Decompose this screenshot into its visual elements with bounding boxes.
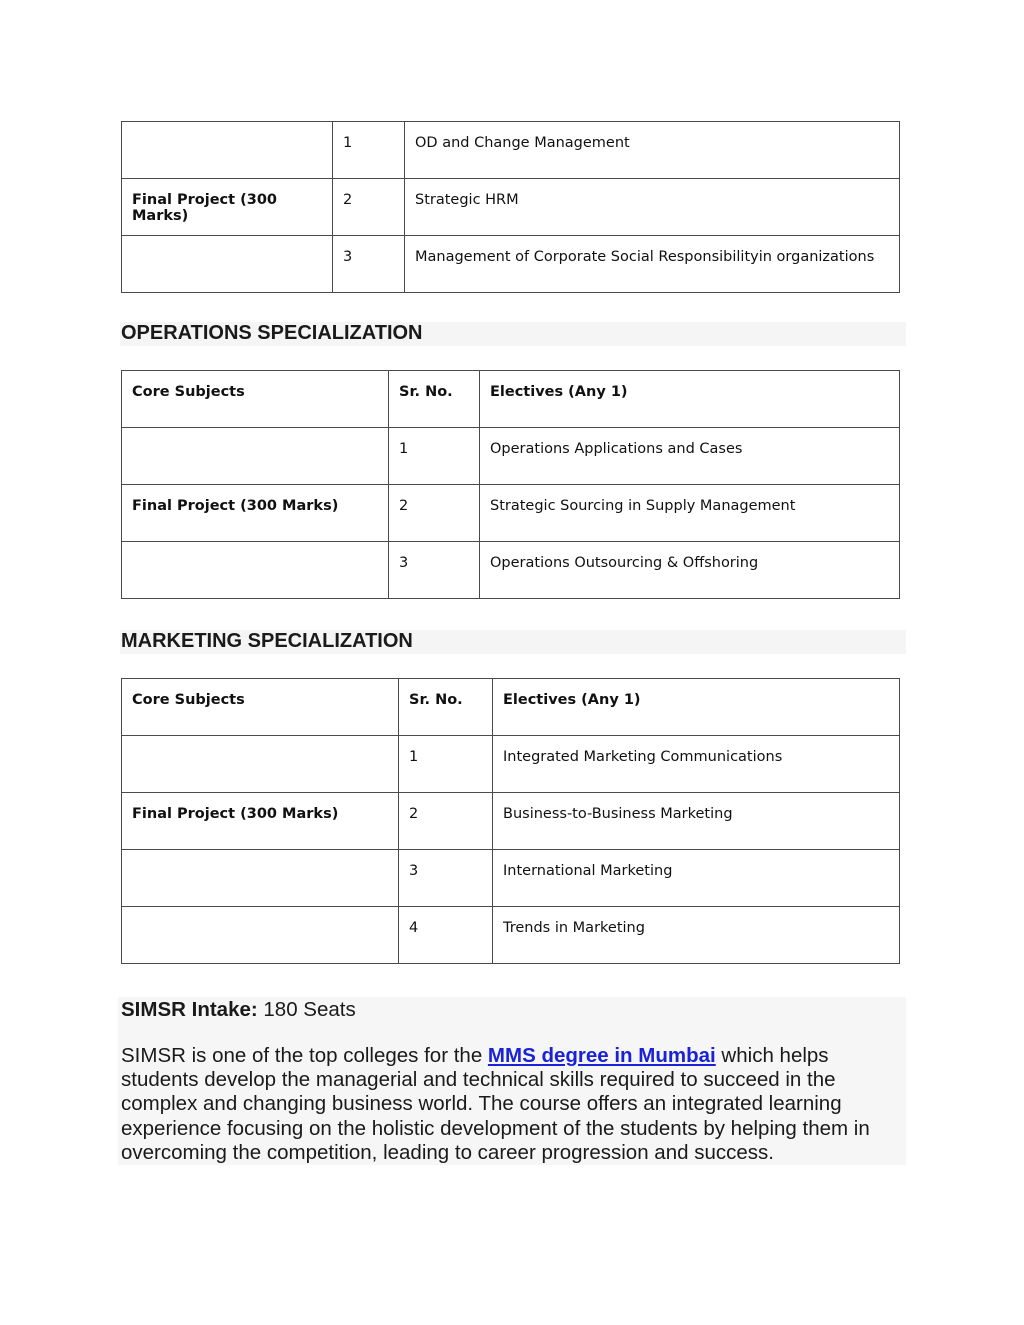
core-header: Core Subjects [122, 679, 399, 736]
sr-header: Sr. No. [399, 679, 493, 736]
elective-cell: International Marketing [493, 850, 900, 907]
elective-cell: Operations Applications and Cases [480, 428, 900, 485]
intake-value: 180 Seats [257, 998, 356, 1021]
sr-cell: 2 [399, 793, 493, 850]
sr-cell: 3 [399, 850, 493, 907]
core-cell [122, 736, 399, 793]
paragraph-text-after: which helps students develop the managerial and technical skills required to succeed in the complex and changing business world. The course offers an integrated learning experience focusing on the holistic development of the students by helping them in overcoming the competition, leading to career progression and success. [121, 1044, 870, 1164]
marketing-heading: MARKETING SPECIALIZATION [121, 630, 413, 652]
core-cell [122, 542, 389, 599]
table-row [122, 850, 900, 907]
table-row [122, 907, 900, 964]
sr-cell: 4 [399, 907, 493, 964]
elective-cell: Strategic Sourcing in Supply Management [480, 485, 900, 542]
elective-cell: Trends in Marketing [493, 907, 900, 964]
mms-degree-link[interactable]: MMS degree in Mumbai [487, 1044, 716, 1067]
table-row [122, 428, 900, 485]
elective-cell: Business-to-Business Marketing [493, 793, 900, 850]
description-paragraph [121, 1044, 906, 1165]
hr-electives-table [121, 121, 900, 293]
paragraph-text-before: SIMSR is one of the top colleges for the [121, 1044, 488, 1067]
core-cell [122, 907, 399, 964]
sr-cell: 3 [389, 542, 480, 599]
table-row [122, 485, 900, 542]
core-cell: Final Project (300 Marks) [122, 179, 333, 236]
table-row [122, 179, 900, 236]
table-row [122, 122, 900, 179]
sr-cell: 1 [333, 122, 405, 179]
operations-table [121, 370, 900, 599]
sr-cell: 2 [333, 179, 405, 236]
sr-cell: 1 [389, 428, 480, 485]
elective-cell: Operations Outsourcing & Offshoring [480, 542, 900, 599]
table-header-row [122, 679, 900, 736]
table-row [122, 793, 900, 850]
intake-label: SIMSR Intake: [121, 998, 258, 1021]
core-header: Core Subjects [122, 371, 389, 428]
elective-header: Electives (Any 1) [480, 371, 900, 428]
table-row [122, 736, 900, 793]
sr-header: Sr. No. [389, 371, 480, 428]
elective-cell: Management of Corporate Social Responsibilityin organizations [405, 236, 900, 293]
elective-cell: Strategic HRM [405, 179, 900, 236]
elective-cell: OD and Change Management [405, 122, 900, 179]
table-row [122, 542, 900, 599]
core-cell [122, 850, 399, 907]
core-cell: Final Project (300 Marks) [122, 485, 389, 542]
table-header-row [122, 371, 900, 428]
operations-heading: OPERATIONS SPECIALIZATION [121, 322, 423, 344]
core-cell [122, 122, 333, 179]
intake-line [121, 998, 356, 1022]
marketing-table [121, 678, 900, 964]
elective-cell: Integrated Marketing Communications [493, 736, 900, 793]
table-row [122, 236, 900, 293]
elective-header: Electives (Any 1) [493, 679, 900, 736]
sr-cell: 1 [399, 736, 493, 793]
core-cell: Final Project (300 Marks) [122, 793, 399, 850]
sr-cell: 2 [389, 485, 480, 542]
sr-cell: 3 [333, 236, 405, 293]
core-cell [122, 428, 389, 485]
core-cell [122, 236, 333, 293]
